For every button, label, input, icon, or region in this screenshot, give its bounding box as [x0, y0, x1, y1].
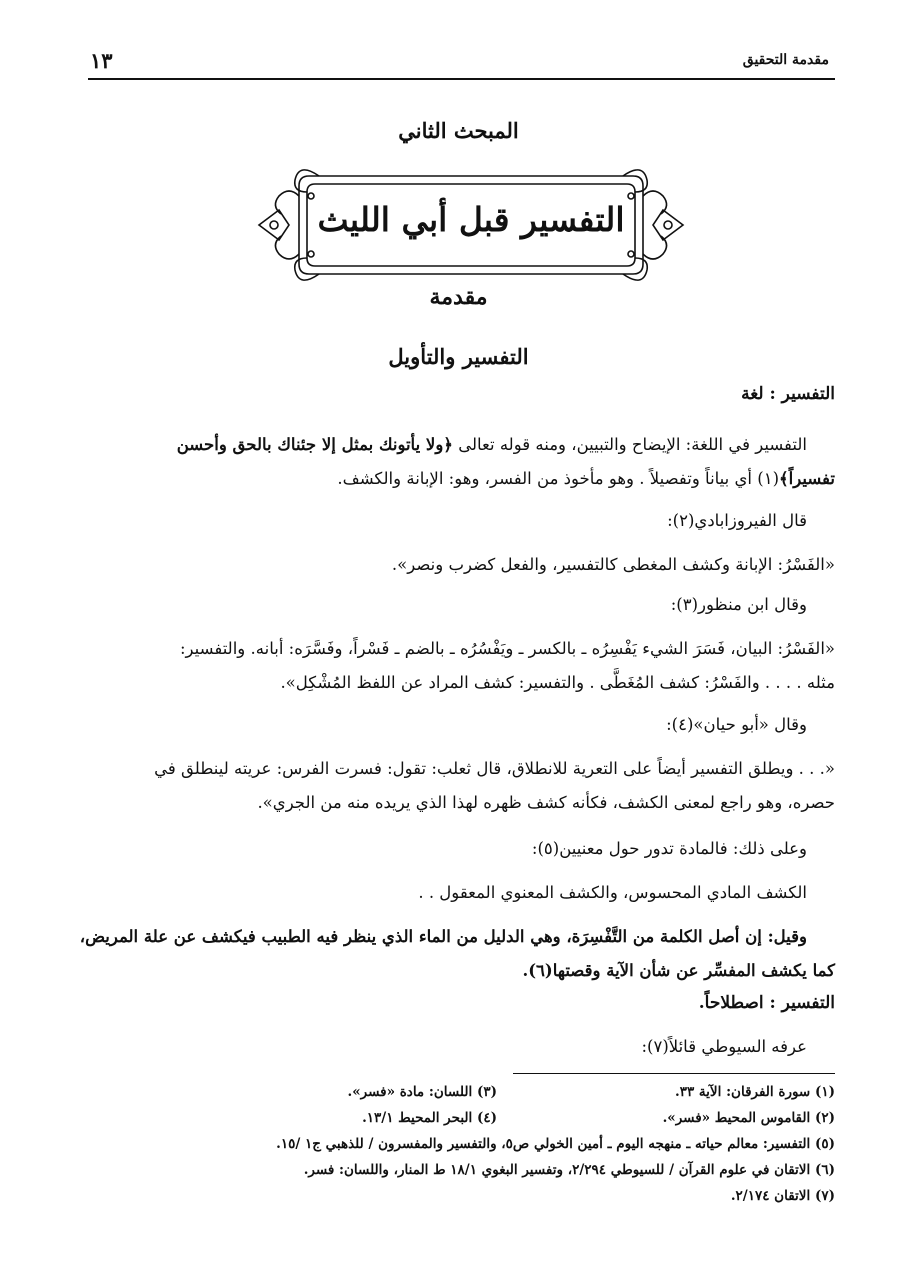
quote-intro: قال الفيروزابادي(٢):: [667, 511, 807, 530]
section-intro: مقدمة: [429, 284, 488, 310]
quote-text: «. . . ويطلق التفسير أيضاً على التعرية للانطلاق، قال ثعلب: تقول: فسرت الفرس: عريته لينطلق في: [154, 759, 835, 778]
ornamental-title-frame: [251, 156, 691, 294]
quote-text: «الفَسْرُ: البيان، فَسَرَ الشيء يَفْسِرُه ـ بالكسر ـ ويَفْسُرُه ـ بالضم ـ فَسْراً، وفَسَّرَه: أبانه. والتفسير:: [180, 639, 835, 658]
paragraph-line: وعلى ذلك: فالمادة تدور حول معنيين(٥):: [531, 839, 807, 858]
quote-intro: وقال «أبو حيان»(٤):: [666, 715, 807, 734]
body-text: [79, 428, 835, 1048]
footnote: (٧) الاتقان ٢/١٧٤.: [730, 1188, 835, 1204]
quote-intro: وقال ابن منظور(٣):: [670, 595, 807, 614]
footnote-rule: [513, 1073, 835, 1074]
footnote: (٦) الاتقان في علوم القرآن / للسيوطي ٢/٢٩٤، وتفسير البغوي ١٨/١ ط المنار، واللسان: فسر.: [303, 1162, 835, 1178]
heading-lugha: التفسير : لغة: [741, 384, 835, 404]
body-text-end: [88, 1030, 835, 1070]
text-run: (١) أي بياناً وتفصيلاً . وهو مأخوذ من الفسر، وهو: الإبانة والكشف.: [337, 469, 779, 488]
heading-istilah: التفسير : اصطلاحاً.: [698, 993, 835, 1013]
footnote: (٢) القاموس المحيط «فسر».: [662, 1110, 835, 1126]
quran-verse: ﴿ولا يأتونك بمثل إلا جئناك بالحق وأحسن: [176, 435, 453, 454]
section-subtitle: التفسير والتأويل: [388, 344, 529, 369]
paragraph-line: وقيل: إن أصل الكلمة من التَّفْسِرَة، وهي الدليل من الماء الذي ينظر فيه الطبيب فيكشف عن علة المريض،: [79, 927, 807, 946]
header-rule: [88, 78, 835, 80]
paragraph-line: [177, 428, 807, 462]
footnote: (٣) اللسان: مادة «فسر».: [347, 1084, 497, 1100]
quran-verse-end: تفسيراً﴾: [779, 469, 835, 488]
paragraph-line: عرفه السيوطي قائلاً(٧):: [641, 1037, 807, 1056]
footnote: (١) سورة الفرقان: الآية ٣٣.: [675, 1084, 835, 1100]
footnote: (٤) البحر المحيط ١٣/١.: [362, 1110, 497, 1126]
footnote: (٥) التفسير: معالم حياته ـ منهجه اليوم ـ أمين الخولي ص٥، والتفسير والمفسرون / للذهبي ج١ /١٥.: [276, 1136, 835, 1152]
quote-text: مثله . . . . والفَسْرُ: كشف المُغَطَّى . والتفسير: كشف المراد عن اللفظ المُشْكِل».: [280, 673, 835, 692]
paragraph-line: كما يكشف المفسِّر عن شأن الآية وقصتها(٦).: [522, 961, 835, 980]
page-number: ١٣: [90, 48, 113, 73]
running-head-title: مقدمة التحقيق: [742, 52, 829, 68]
paragraph-line: [337, 462, 835, 496]
text-run: التفسير في اللغة: الإيضاح والتبيين، ومنه قوله تعالى: [452, 435, 807, 454]
chapter-title: التفسير قبل أبي الليث: [317, 200, 625, 239]
running-head: [88, 48, 829, 74]
chapter-label: المبحث الثاني: [398, 118, 519, 143]
quote-text: «الفَسْرُ: الإبانة وكشف المغطى كالتفسير، والفعل كضرب ونصر».: [391, 555, 835, 574]
paragraph-line: الكشف المادي المحسوس، والكشف المعنوي المعقول . .: [418, 883, 807, 902]
quote-text: حصره، وهو راجع لمعنى الكشف، فكأنه كشف ظهره لهذا الذي يريده منه من الجري».: [257, 793, 835, 812]
